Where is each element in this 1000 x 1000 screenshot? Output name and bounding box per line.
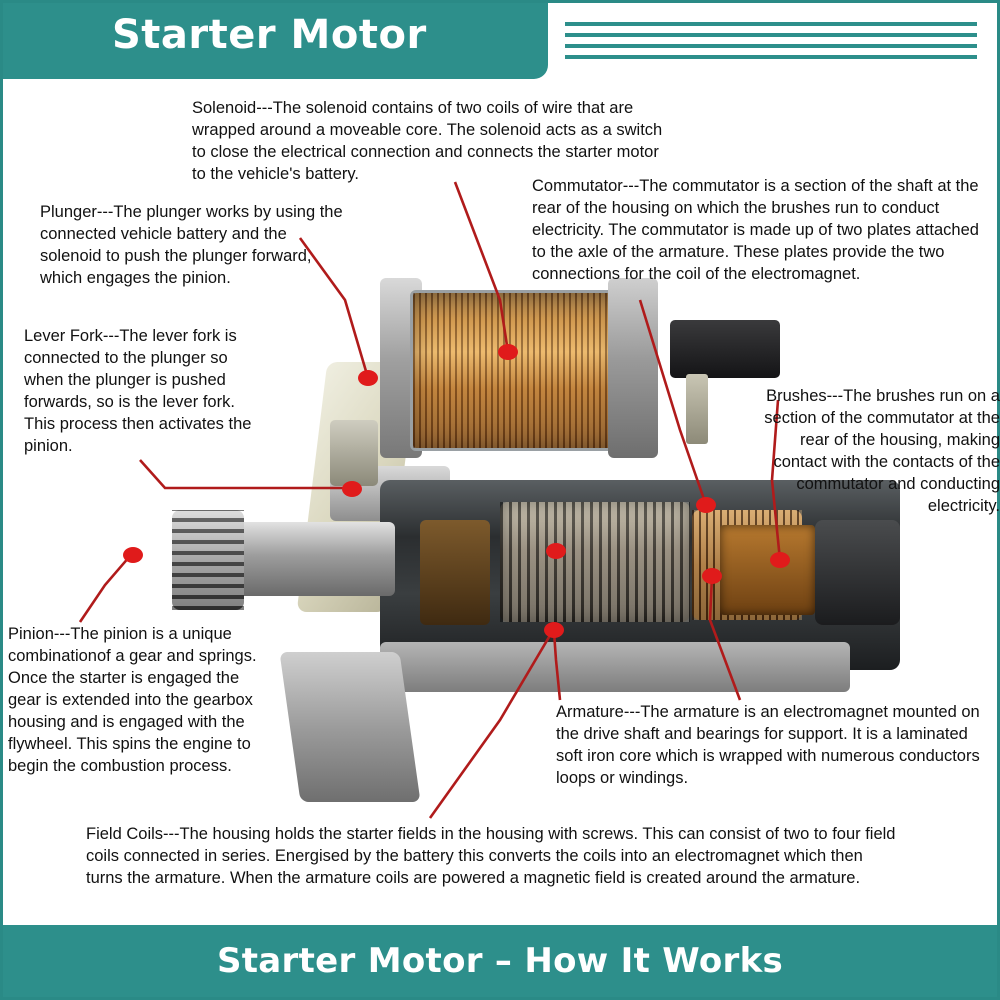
- mounting-foot-part: [279, 652, 420, 802]
- terminal-post-part: [686, 374, 708, 444]
- drive-shaft-part: [230, 522, 395, 596]
- callout-pinion: Pinion---The pinion is a unique combinationof a gear and springs. Once the starter is engaged the gear is extended into the gearbox housing and is engaged with the flywheel. This spins the engine to begin the combustion process.: [8, 625, 257, 775]
- connector-plug-part: [670, 320, 780, 378]
- plunger-part: [330, 420, 378, 486]
- solenoid-part: [410, 290, 621, 451]
- callout-commutator: Commutator---The commutator is a section of the shaft at the rear of the housing on which the brushes run to conduct electricity. The commutator is made up of two plates attached to the axle of the armature. These plates provide the two connections for the coil of the electromagnet.: [532, 177, 979, 283]
- callout-solenoid: Solenoid---The solenoid contains of two coils of wire that are wrapped around a moveable core. The solenoid acts as a switch to close the electrical connection and connects the starter motor to the vehicle's battery.: [192, 99, 663, 183]
- solenoid-cap-right-part: [608, 278, 658, 458]
- pinion-gear-part: [172, 510, 244, 610]
- page-title: Starter Motor: [112, 12, 427, 58]
- callout-lever-fork: Lever Fork---The lever fork is connected to the plunger so when the plunger is pushed forwards, so is the lever fork. This process then activates the pinion.: [24, 327, 252, 455]
- base-plate-part: [380, 642, 850, 692]
- field-coil-part: [420, 520, 490, 625]
- callout-brushes: Brushes---The brushes run on a section of the commutator at the rear of the housing, making contact with the contacts of the commutator and conducting electricity.: [764, 387, 1000, 515]
- footer-title: Starter Motor – How It Works: [216, 941, 784, 981]
- footer-band: [3, 925, 997, 997]
- brushes-part: [720, 525, 815, 615]
- armature-part: [500, 502, 690, 622]
- callout-field-coils: Field Coils---The housing holds the starter fields in the housing with screws. This can consist of two to four field coils connected in series. Energised by the battery this converts the coils into an electromagnet which then turns the armature. When the armature coils are powered a magnetic field is created around the armature.: [86, 825, 896, 887]
- callout-armature: Armature---The armature is an electromagnet mounted on the drive shaft and bearings for support. It is a laminated soft iron core which is wrapped with numerous conductors loops or windings.: [556, 703, 980, 787]
- end-cap-part: [815, 520, 900, 625]
- callout-plunger: Plunger---The plunger works by using the connected vehicle battery and the solenoid to push the plunger forward, which engages the pinion.: [40, 203, 343, 287]
- header-decorative-lines: [565, 22, 977, 62]
